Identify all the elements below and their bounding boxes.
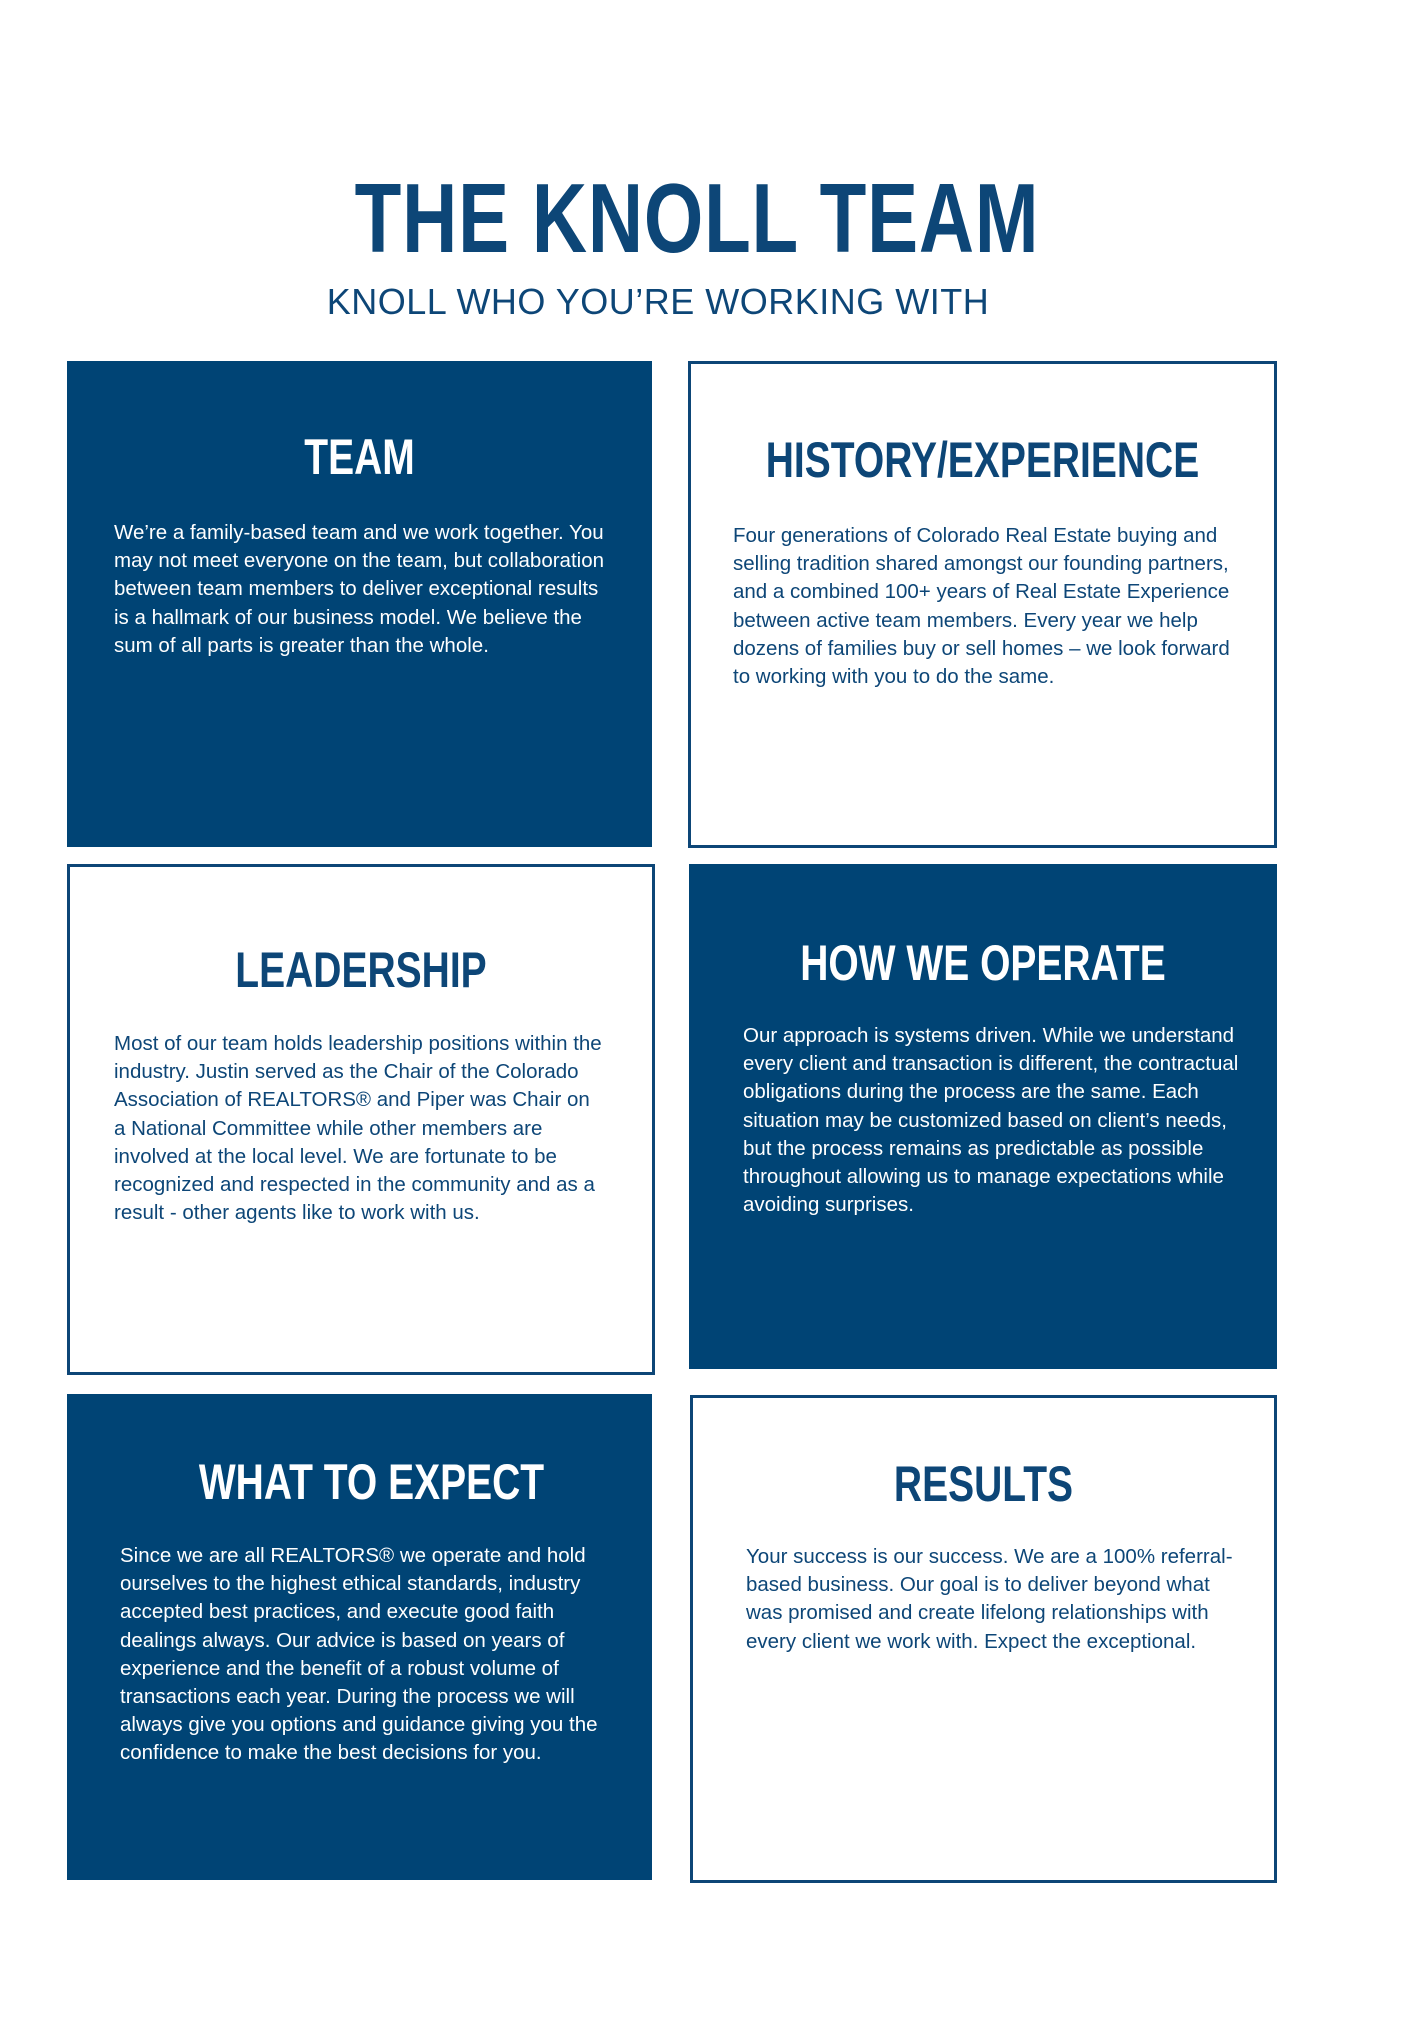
what-to-expect-body: Since we are all REALTORS® we operate and hold ourselves to the highest ethical standards, industry accepted best practices, and execute good faith dealings always. Our advice is based on years of experience and the benefit of a robust volume of transactions each year. During the process we will always give you options and guidance giving you the confidence to make the best decisions for you. xyxy=(120,1544,598,1765)
page-subtitle: KNOLL WHO YOU’RE WORKING WITH xyxy=(326,281,990,322)
team-body: We’re a family-based team and we work together. You may not meet everyone on the team, but collaboration between team members to deliver exceptional results is a hallmark of our business model. We believe the sum of all parts is greater than the whole. xyxy=(114,521,605,657)
results-card xyxy=(690,1395,1277,1883)
history-experience-body: Four generations of Colorado Real Estate buying and selling tradition shared amongst our founding partners, and a combined 100+ years of Real Estate Experience between active team members. Every year we help dozens of families buy or sell homes – we look forward to working with you to do the same. xyxy=(733,524,1230,689)
leadership-body: Most of our team holds leadership positions within the industry. Justin served as the Chair of the Colorado Association of REALTORS® and Piper was Chair on a National Committee while other members are involved at the local level. We are fortunate to be recognized and respected in the community and as a result - other agents like to work with us. xyxy=(114,1032,602,1225)
history-experience-card xyxy=(688,361,1277,848)
page-title: THE KNOLL TEAM xyxy=(354,163,1040,273)
how-we-operate-body: Our approach is systems driven. While we understand every client and transaction is different, the contractual obligations during the process are the same. Each situation may be customized based on client’s needs, but the process remains as predictable as possible throughout allowing us to manage expectations while avoiding surprises. xyxy=(743,1024,1239,1217)
results-heading: RESULTS xyxy=(893,1456,1074,1512)
how-we-operate-heading: HOW WE OPERATE xyxy=(800,935,1166,991)
history-experience-heading: HISTORY/EXPERIENCE xyxy=(765,432,1200,488)
leadership-card xyxy=(67,864,655,1375)
team-card xyxy=(67,361,652,847)
page-header xyxy=(0,0,1428,330)
what-to-expect-card xyxy=(67,1394,652,1880)
results-body: Your success is our success. We are a 100% referral-based business. Our goal is to deliver beyond what was promised and create lifelong relationships with every client we work with. Expect the exceptional. xyxy=(746,1545,1233,1653)
leadership-heading: LEADERSHIP xyxy=(235,942,487,998)
what-to-expect-heading: WHAT TO EXPECT xyxy=(198,1454,545,1510)
how-we-operate-card xyxy=(689,864,1277,1369)
team-heading: TEAM xyxy=(304,429,415,485)
